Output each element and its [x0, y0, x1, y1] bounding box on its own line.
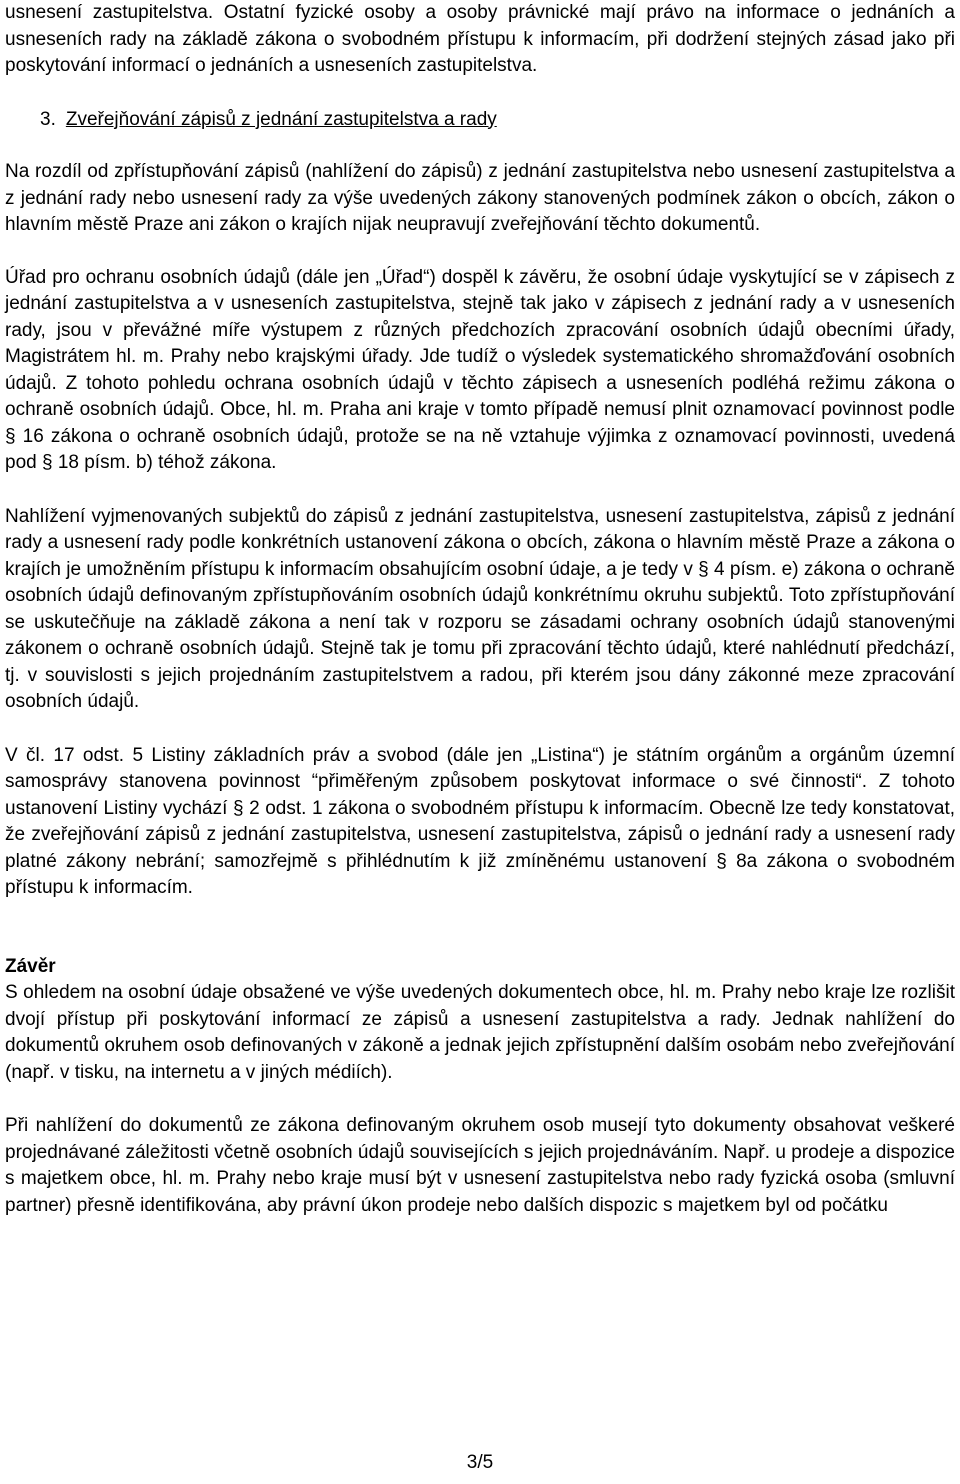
intro-paragraph: usnesení zastupitelstva. Ostatní fyzické osoby a osoby právnické mají právo na informace o jednáních a usneseních rady na základě zákona o svobodném přístupu k informacím, při dodržení stejných zásad jako při poskytování informací o jednáních a usneseních zastupitelstva.: [5, 2, 955, 76]
paragraph-conclusion: S ohledem na osobní údaje obsažené ve výše uvedených dokumentech obce, hl. m. Prahy nebo kraje lze rozlišit dvojí přístup při poskytování informací ze zápisů a usnesení zastupitelstva a rady. Jednak nahlížení do dokumentů okruhem osob definovaných v zákoně a jednak jejich zpřístupnění dalším osobám nebo zveřejňování (např. v tisku, na internetu a v jiných médiích).: [5, 982, 955, 1083]
spacer: [5, 80, 955, 107]
spacer: [5, 477, 955, 504]
spacer: [5, 716, 955, 743]
section-number: 3.: [40, 108, 56, 130]
spacer: [5, 902, 955, 954]
paragraph-access: Nahlížení vyjmenovaných subjektů do zápisů z jednání zastupitelstva, usnesení zastupitelstva, zápisů z jednání rady a usnesení rady podle konkrétních ustanovení zákona o obcích, zákona o hlavním městě Praze a zákona o krajích je umožněním přístupu k informacím obsahujícím osobní údaje, a je tedy v § 4 písm. e) zákona o ochraně osobních údajů definovaným zpřístupňováním osobních údajů konkrétnímu okruhu subjektů. Toto zpřístupňování se uskutečňuje na základě zákona a není tak v rozporu se zásadami ochrany osobních údajů stanovenými zákonem o ochraně osobních údajů. Stejně tak je tomu při zpracování těchto údajů, které nahlédnutí předchází, tj. v souvislosti s jejich projednáním zastupitelstvem a radou, při kterém jsou dány zákonné meze zpracování osobních údajů.: [5, 505, 955, 712]
spacer: [5, 239, 955, 265]
paragraph-access-content: Při nahlížení do dokumentů ze zákona definovaným okruhem osob musejí tyto dokumenty obsahovat veškeré projednávané záležitosti včetně osobních údajů souvisejících s jejich projednáváním. Např. u prodeje a dispozice s majetkem obce, hl. m. Prahy nebo kraje musí být v usnesení zastupitelstva nebo rady fyzická osoba (smluvní partner) přesně identifikována, aby právní úkon prodeje nebo dalších dispozic s majetkem byl od počátku: [5, 1115, 955, 1216]
document-page: [5, 0, 955, 1219]
conclusion-heading: Závěr: [5, 955, 56, 977]
spacer: [5, 133, 955, 159]
paragraph-publication: Na rozdíl od zpřístupňování zápisů (nahlížení do zápisů) z jednání zastupitelstva nebo usnesení zastupitelstva a z jednání rady nebo usnesení rady za výše uvedených zákony stanovených podmínek zákon o obcích, zákon o hlavním městě Praze ani zákon o krajích nijak neupravují zveřejňování těchto dokumentů.: [5, 161, 955, 235]
paragraph-office-conclusion: Úřad pro ochranu osobních údajů (dále jen „Úřad“) dospěl k závěru, že osobní údaje vyskytující se v zápisech z jednání zastupitelstva a v usneseních zastupitelstva, stejně tak jako v zápisech z jednání rady a v usneseních rady, jsou v převážné míře výstupem z různých předchozích zpracování osobních údajů obecními úřady, Magistrátem hl. m. Prahy nebo krajskými úřady. Jde tudíž o výsledek systematického shromažďování osobních údajů. Z tohoto pohledu ochrana osobních údajů v těchto zápisech a usneseních podléhá režimu zákona o ochraně osobních údajů. Obce, hl. m. Praha ani kraje v tomto případě nemusí plnit oznamovací povinnost podle § 16 zákona o ochraně osobních údajů, protože se na ně vztahuje výjimka z oznamovací povinnosti, uvedená pod § 18 písm. b) téhož zákona.: [5, 266, 955, 473]
page-number: 3/5: [466, 1452, 494, 1473]
section-title: Zveřejňování zápisů z jednání zastupitelstva a rady: [65, 108, 497, 130]
spacer: [5, 1086, 955, 1113]
section-heading: [5, 107, 955, 134]
paragraph-charter: V čl. 17 odst. 5 Listiny základních práv a svobod (dále jen „Listina“) je státním orgánům a orgánům územní samosprávy stanovena povinnost “přiměřeným způsobem poskytovat informace o své činnosti“. Z tohoto ustanovení Listiny vychází § 2 odst. 1 zákona o svobodném přístupu k informacím. Obecně lze tedy konstatovat, že zveřejňování zápisů z jednání zastupitelstva, usnesení zastupitelstva, zápisů o jednání rady a usnesení rady platné zákony nebrání; samozřejmě s přihlédnutím k již zmíněnému ustanovení § 8a zákona o svobodném přístupu k informacím.: [5, 744, 955, 898]
